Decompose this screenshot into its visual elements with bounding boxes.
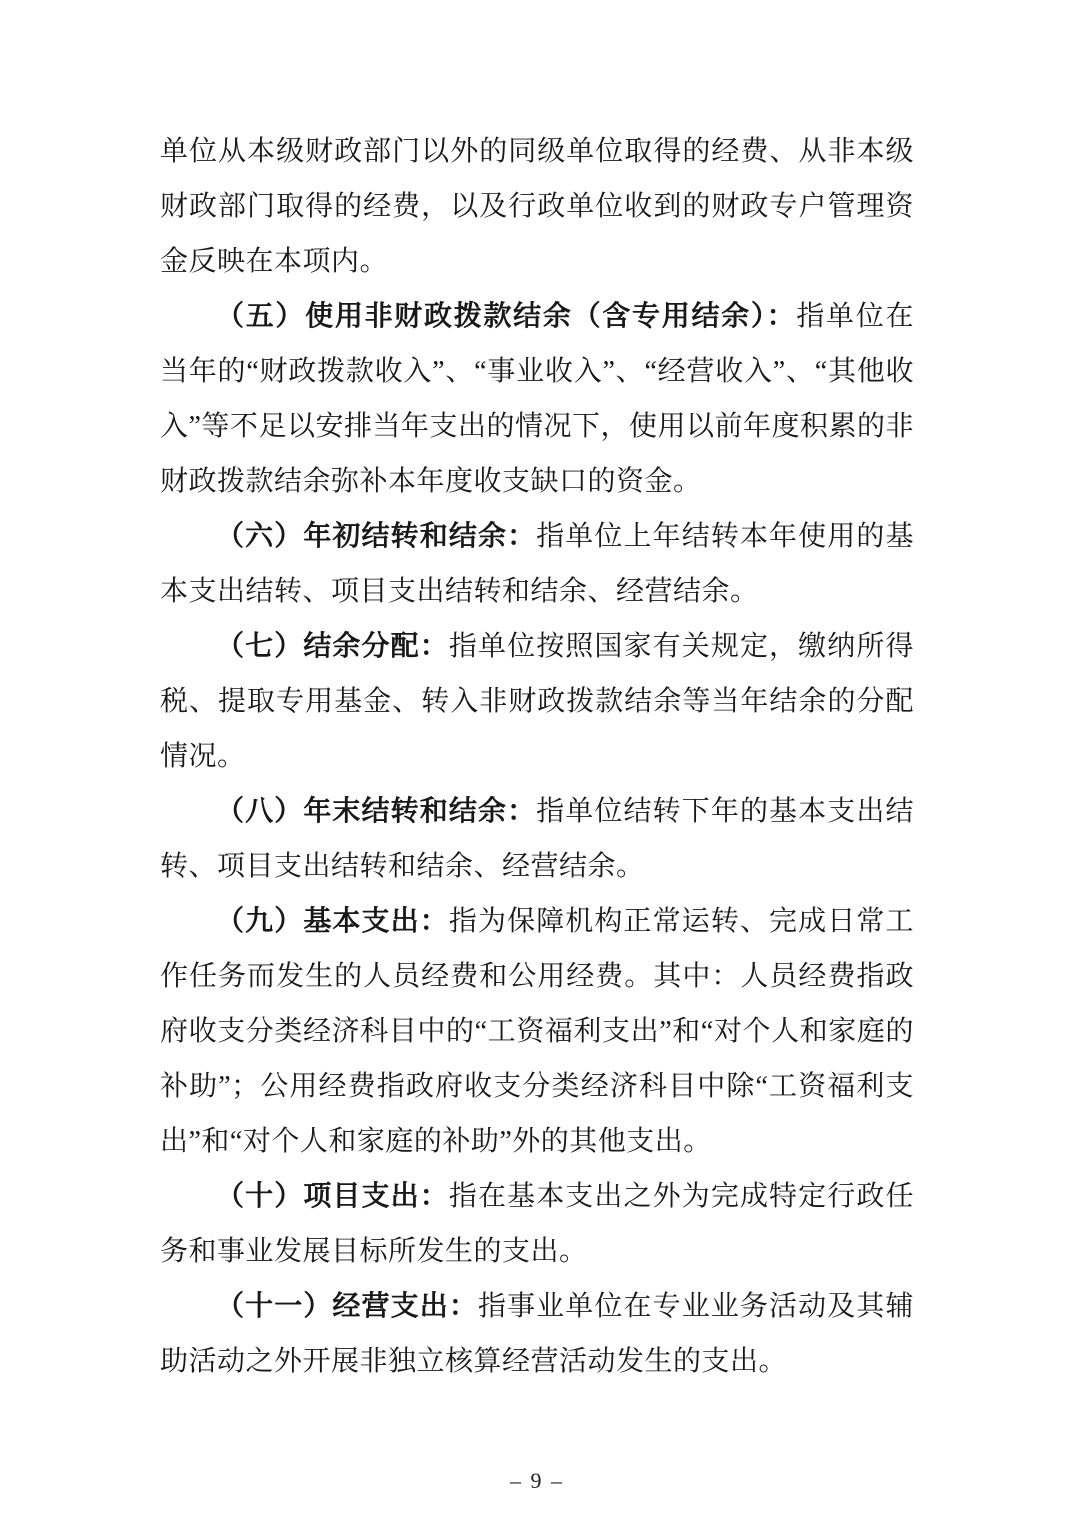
paragraph-clause-10 bbox=[160, 1169, 914, 1279]
clause-heading: （十一）经营支出： bbox=[216, 1291, 478, 1322]
clause-heading: （六）年初结转和结余： bbox=[216, 521, 537, 552]
paragraph-text: 指单位在当年的“财政拨款收入”、“事业收入”、“经营收入”、“其他收入”等不足以安排当年支出的情况下，使用以前年度积累的非财政拨款结余弥补本年度收支缺口的资金。 bbox=[160, 301, 914, 497]
page-footer bbox=[0, 1466, 1074, 1496]
paragraph-clause-11 bbox=[160, 1279, 914, 1389]
document-body bbox=[160, 124, 914, 1389]
paragraph-text: 指单位按照国家有关规定，缴纳所得税、提取专用基金、转入非财政拨款结余等当年结余的分配情况。 bbox=[160, 631, 914, 772]
paragraph-clause-6 bbox=[160, 509, 914, 619]
paragraph-text: 指在基本支出之外为完成特定行政任务和事业发展目标所发生的支出。 bbox=[160, 1181, 914, 1267]
paragraph-clause-7 bbox=[160, 619, 914, 784]
paragraph-continuation bbox=[160, 124, 914, 289]
clause-heading: （七）结余分配： bbox=[216, 631, 449, 662]
paragraph-clause-8 bbox=[160, 784, 914, 894]
paragraph-text: 指为保障机构正常运转、完成日常工作任务而发生的人员经费和公用经费。其中：人员经费指政府收支分类经济科目中的“工资福利支出”和“对个人和家庭的补助”；公用经费指政府收支分类经济科目中除“工资福利支出”和“对个人和家庭的补助”外的其他支出。 bbox=[160, 906, 914, 1157]
paragraph-text: 单位从本级财政部门以外的同级单位取得的经费、从非本级财政部门取得的经费，以及行政单位收到的财政专户管理资金反映在本项内。 bbox=[160, 136, 914, 277]
clause-heading: （五）使用非财政拨款结余（含专用结余）： bbox=[216, 301, 797, 332]
paragraph-text: 指单位上年结转本年使用的基本支出结转、项目支出结转和结余、经营结余。 bbox=[160, 521, 914, 607]
clause-heading: （九）基本支出： bbox=[216, 906, 449, 937]
paragraph-clause-5 bbox=[160, 289, 914, 509]
paragraph-text: 指事业单位在专业业务活动及其辅助活动之外开展非独立核算经营活动发生的支出。 bbox=[160, 1291, 914, 1377]
paragraph-clause-9 bbox=[160, 894, 914, 1169]
page-number: – 9 – bbox=[510, 1468, 564, 1493]
clause-heading: （八）年末结转和结余： bbox=[216, 796, 537, 827]
clause-heading: （十）项目支出： bbox=[216, 1181, 449, 1212]
paragraph-text: 指单位结转下年的基本支出结转、项目支出结转和结余、经营结余。 bbox=[160, 796, 914, 882]
